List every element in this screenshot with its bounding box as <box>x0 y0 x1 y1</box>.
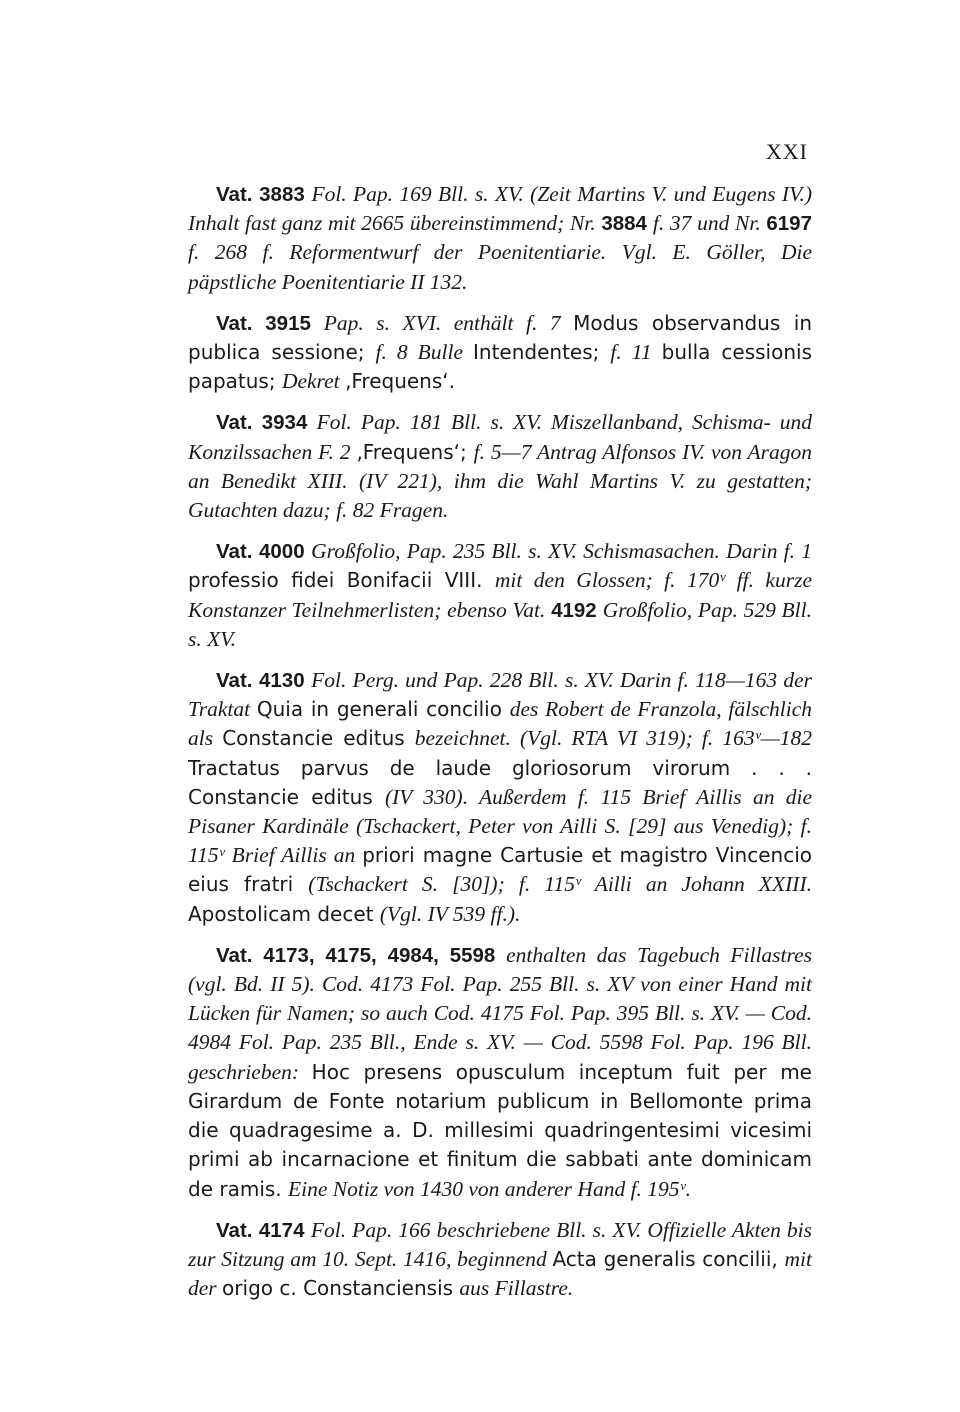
entry-text: des Robert de Franzola, fälschlich als <box>188 697 812 751</box>
entry-text: (IV 330). Außerdem f. 115 Brief Aillis an die Pisaner Kardinäle (Tschackert, Peter von Ailli S. [29] aus Venedig); f. 115ᵛ Brief Aillis an <box>188 784 812 868</box>
entry-text: Dekret <box>281 369 346 394</box>
entry-text: Tractatus parvus de laude gloriosorum virorum . . . Constancie editus <box>188 755 812 809</box>
entry-text: f. 37 und Nr. <box>652 211 767 236</box>
entry-text: f. 11 <box>610 340 662 365</box>
entry-text: aus Fillastre. <box>459 1276 574 1301</box>
shelfmark: 4192 <box>551 598 603 622</box>
entry-text: (Vgl. IV 539 ff.). <box>379 901 521 926</box>
entry-text: Pap. s. XVI. enthält f. 7 <box>323 310 574 335</box>
entry-text: f. 5—7 Antrag Alfonsos IV. von Aragon an Benedikt XIII. (IV 221), ihm die Wahl Martins V. zu gestatten; Gutachten dazu; f. 82 Fragen. <box>188 439 812 523</box>
manuscript-entry <box>188 537 812 654</box>
shelfmark: Vat. 3934 <box>216 411 317 435</box>
entry-text: Constancie editus <box>222 726 415 751</box>
manuscript-entries <box>188 180 812 1315</box>
entry-text: Fol. Pap. 181 Bll. s. XV. Miszellanband, Schisma- und Konzilssachen F. 2 <box>188 410 813 464</box>
manuscript-entry <box>188 941 812 1204</box>
entry-text: Modus observandus in publica sessione; <box>188 310 812 365</box>
shelfmark: 6197 <box>766 212 812 236</box>
shelfmark: Vat. 4130 <box>216 669 312 693</box>
manuscript-entry <box>188 180 812 297</box>
entry-text: f. 8 Bulle <box>375 340 474 365</box>
entry-text: mit der <box>188 1246 812 1301</box>
entry-text: Großfolio, Pap. 529 Bll. s. XV. <box>188 597 812 651</box>
entry-text: Acta generalis concilii, <box>552 1246 785 1271</box>
manuscript-entry <box>188 408 812 525</box>
manuscript-entry <box>188 309 812 397</box>
entry-text: (Tschackert S. [30]); f. 115ᵛ Ailli an Johann XXIII. <box>308 872 812 897</box>
entry-text: enthalten das Tagebuch Fillastres (vgl. Bd. II 5). Cod. 4173 Fol. Pap. 255 Bll. s. XV von einer Hand mit Lücken für Namen; so auch Cod. 4175 Fol. Pap. 395 Bll. s. XV. — Cod. 4984 Fol. Pap. 235 Bll., Ende s. XV. — Cod. 5598 Fol. Pap. 196 Bll. geschrieben: <box>188 942 812 1084</box>
entry-text: Fol. Perg. und Pap. 228 Bll. s. XV. Darin f. 118—163 der Traktat <box>188 668 812 722</box>
page-number: XXI <box>765 139 808 164</box>
entry-text: ‚Frequens‘. <box>345 369 455 394</box>
entry-text: mit den Glossen; f. 170ᵛ ff. kurze Konstanzer Teilnehmerlisten; ebenso Vat. <box>188 568 813 622</box>
shelfmark: Vat. 4173, 4175, 4984, 5598 <box>216 943 507 967</box>
entry-text: bulla cessionis papatus; <box>188 340 812 394</box>
entry-text: professio fidei Bonifacii VIII. <box>188 568 495 593</box>
entry-text: Eine Notiz von 1430 von anderer Hand f. 195ᵛ. <box>288 1176 691 1201</box>
entry-text: Apostolicam decet <box>188 901 380 926</box>
entry-text: origo c. Constanciensis <box>222 1276 460 1301</box>
manuscript-entry <box>188 666 812 929</box>
manuscript-entry <box>188 1216 812 1304</box>
shelfmark: Vat. 4174 <box>216 1218 311 1242</box>
entry-text: Intendentes; <box>473 340 611 365</box>
entry-text: ‚Frequens‘; <box>356 439 474 464</box>
entry-text: f. 268 f. Reformentwurf der Poenitentiarie. Vgl. E. Göller, Die päpstliche Poenitentiarie II 132. <box>188 240 812 294</box>
entry-text: Fol. Pap. 166 beschriebene Bll. s. XV. Offizielle Akten bis zur Sitzung am 10. Sept. 1416, beginnend <box>188 1217 812 1271</box>
shelfmark: Vat. 4000 <box>216 540 312 564</box>
entry-text: Hoc presens opusculum inceptum fuit per me Girardum de Fonte notarium publicum in Bellomonte prima die quadragesime a. D. millesimi quadringentesimi vicesimi primi ab incarnacione et finitum die sabbati ante dominicam de ramis. <box>188 1059 812 1201</box>
entry-text: Großfolio, Pap. 235 Bll. s. XV. Schismasachen. Darin f. 1 <box>311 539 812 564</box>
shelfmark: Vat. 3883 <box>216 183 312 206</box>
entry-text: bezeichnet. (Vgl. RTA VI 319); f. 163ᵛ—182 <box>414 726 812 751</box>
shelfmark: Vat. 3915 <box>216 311 324 335</box>
entry-text: priori magne Cartusie et magistro Vincencio eius fratri <box>188 843 812 897</box>
shelfmark: 3884 <box>601 212 653 236</box>
entry-text: Fol. Pap. 169 Bll. s. XV. (Zeit Martins V. und Eugens IV.) Inhalt fast ganz mit 2665 übereinstimmend; Nr. <box>188 182 812 236</box>
entry-text: Quia in generali concilio <box>256 697 510 722</box>
